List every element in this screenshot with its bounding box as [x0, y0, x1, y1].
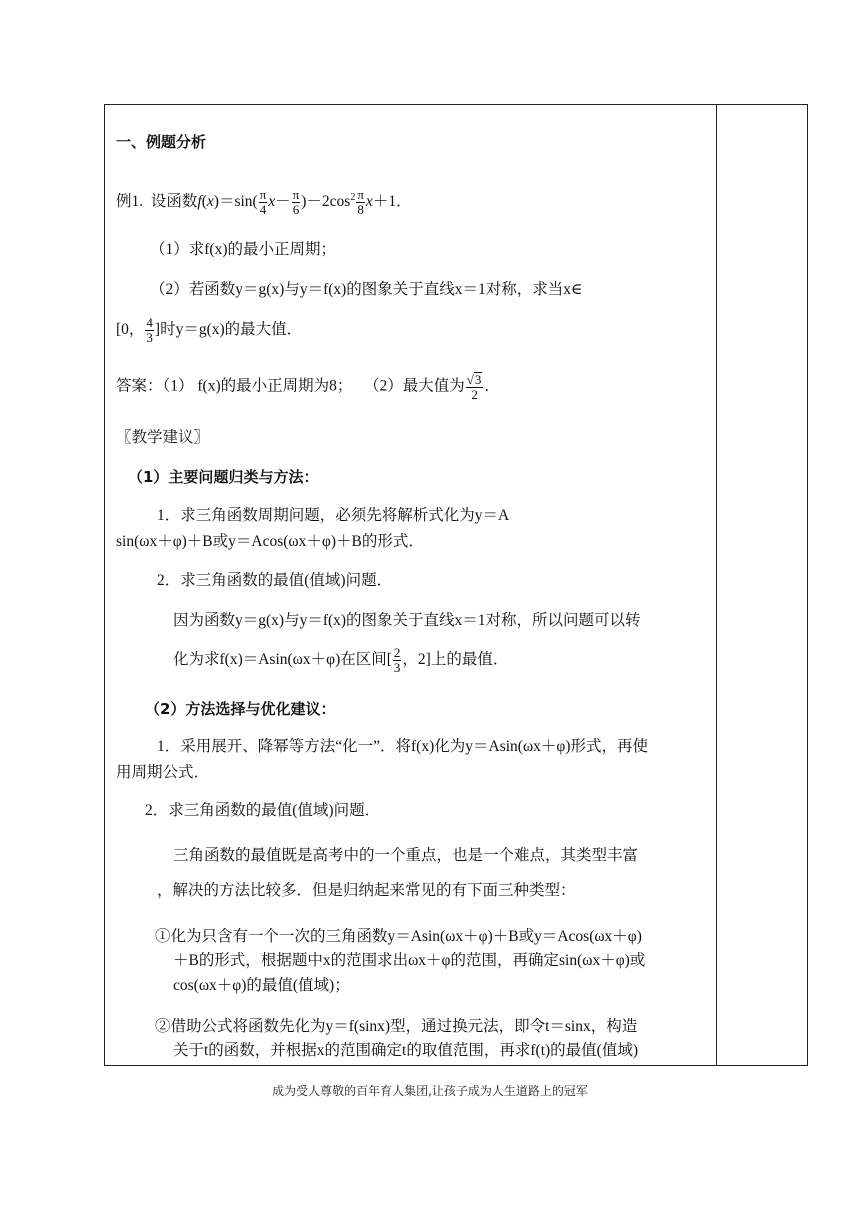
- s1-p1-line2: sin(ωx＋φ)＋B或y＝Acos(ωx＋φ)＋B的形式．: [116, 533, 424, 550]
- column-divider: [716, 104, 717, 1066]
- section-title: 一、例题分析: [116, 133, 207, 151]
- answer-line: 答案：（1） f(x)的最小正周期为8； （2）最大值为 $\frac{√3}{2}$ ．: [116, 372, 500, 402]
- s2-p1-line2: 用周期公式．: [116, 764, 210, 781]
- section-2-title: （2）方法选择与优化建议：: [145, 700, 336, 718]
- teaching-header: 〖教学建议〗: [116, 429, 210, 446]
- page-footer: 成为受人尊敬的百年育人集团,让孩子成为人生道路上的冠军: [272, 1084, 588, 1098]
- s1-p3-line2: 化为求f(x)＝Asin(ωx＋φ)在区间[ $\frac{2}{3}$ ，2]上的最值．: [173, 645, 509, 675]
- s2-p2: 2．求三角函数的最值(值域)问题．: [145, 802, 381, 819]
- example-q2-line2: [0， $\frac{4}{3}$ ]时y＝g(x)的最大值．: [116, 315, 303, 345]
- item-1-line1: ①化为只含有一个一次的三角函数y＝Asin(ωx＋φ)＋B或y＝Acos(ωx＋φ): [155, 928, 642, 945]
- example-1-statement: 例1. 设函数f(x)＝sin( $\frac{\pi}{4}$ x－ $\frac{\pi}{6}$ )$-2\cos^2$ $\frac{\pi}{8}$ x＋1．: [116, 187, 412, 217]
- s2-p3-line1: 三角函数的最值既是高考中的一个重点，也是一个难点，其类型丰富: [173, 847, 639, 864]
- item-2-line2: 关于t的函数，并根据x的范围确定t的取值范围，再求f(t)的最值(值域): [173, 1042, 638, 1059]
- s1-p1-line1: 1．求三角函数周期问题，必须先将解析式化为y＝A: [157, 507, 510, 524]
- s2-p1-line1: 1．采用展开、降幂等方法“化一”．将f(x)化为y＝Asin(ωx＋φ)形式，再使: [157, 738, 648, 755]
- example-q1: （1）求f(x)的最小正周期；: [150, 241, 336, 258]
- s1-p3-line1: 因为函数y＝g(x)与y＝f(x)的图象关于直线x＝1对称，所以问题可以转: [173, 612, 641, 629]
- item-1-line3: cos(ωx＋φ)的最值(值域)；: [173, 977, 350, 994]
- item-1-line2: ＋B的形式，根据题中x的范围求出ωx＋φ的范围，再确定sin(ωx＋φ)或: [173, 952, 646, 969]
- s1-p2: 2．求三角函数的最值(值域)问题．: [157, 572, 393, 589]
- section-1-title: （1）主要问题归类与方法：: [128, 468, 319, 486]
- item-2-line1: ②借助公式将函数先化为y＝f(sinx)型，通过换元法，即令t＝sinx，构造: [155, 1018, 638, 1035]
- s2-p3-line2: ，解决的方法比较多．但是归纳起来常见的有下面三种类型：: [157, 882, 576, 899]
- example-q2-line1: （2）若函数y＝g(x)与y＝f(x)的图象关于直线x＝1对称，求当x∈: [150, 281, 583, 298]
